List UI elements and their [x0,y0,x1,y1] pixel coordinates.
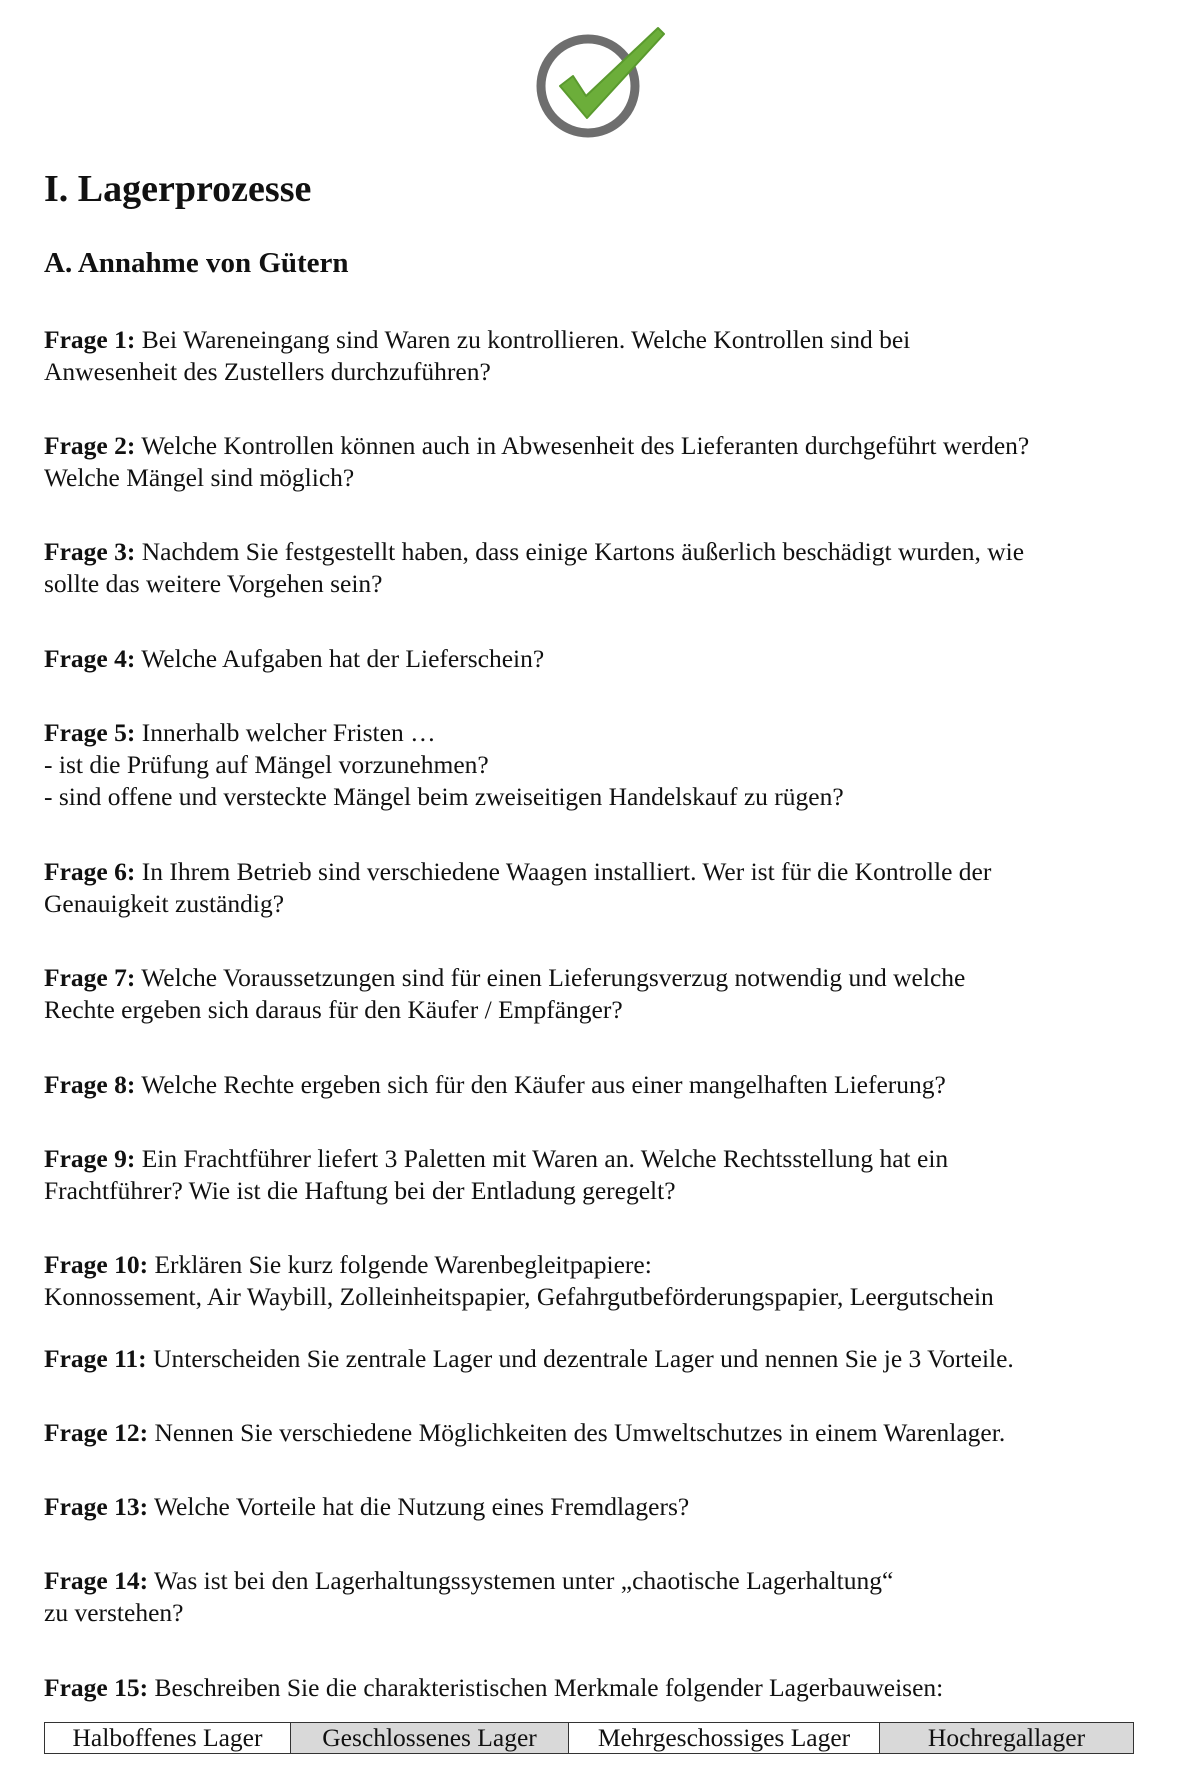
question-label: Frage 14: [44,1566,149,1595]
logo-circle [541,39,635,133]
question-text: Nachdem Sie festgestellt haben, dass einige Kartons äußerlich beschädigt wurden, wie [141,537,1025,566]
question-text: Konnossement, Air Waybill, Zolleinheitspapier, Gefahrgutbeförderungspapier, Leergutschein [44,1282,994,1311]
table-cell-geschlossenes-lager: Geschlossenes Lager [291,1723,569,1754]
question-label: Frage 2: [44,431,136,460]
table-cell-halboffenes-lager: Halboffenes Lager [45,1723,291,1754]
question-label: Frage 11: [44,1344,147,1373]
question-label: Frage 4: [44,644,136,673]
question-label: Frage 9: [44,1144,136,1173]
question-10 [44,1249,1154,1313]
question-11 [44,1343,1154,1375]
question-text: Genauigkeit zuständig? [44,889,285,918]
question-label: Frage 3: [44,537,136,566]
question-text: In Ihrem Betrieb sind verschiedene Waagen installiert. Wer ist für die Kontrolle der [141,857,992,886]
question-text: Frachtführer? Wie ist die Haftung bei der Entladung geregelt? [44,1176,676,1205]
subsection-title: A. Annahme von Gütern [44,247,349,279]
question-label: Frage 13: [44,1492,149,1521]
question-text: Welche Mängel sind möglich? [44,463,355,492]
question-1 [44,324,1154,388]
question-12 [44,1417,1154,1449]
question-3 [44,536,1154,600]
table-row [45,1723,1134,1754]
section-title: I. Lagerprozesse [44,168,312,210]
question-label: Frage 1: [44,325,136,354]
question-text: Beschreiben Sie die charakteristischen Merkmale folgender Lagerbauweisen: [154,1673,944,1702]
question-label: Frage 15: [44,1673,149,1702]
question-text: Anwesenheit des Zustellers durchzuführen? [44,357,491,386]
question-text: sollte das weitere Vorgehen sein? [44,569,383,598]
question-label: Frage 10: [44,1250,149,1279]
question-text: Innerhalb welcher Fristen … [141,718,436,747]
question-label: Frage 8: [44,1070,136,1099]
question-text: Nennen Sie verschiedene Möglichkeiten des Umweltschutzes in einem Warenlager. [154,1418,1006,1447]
question-text: Welche Vorteile hat die Nutzung eines Fremdlagers? [154,1492,690,1521]
question-text: zu verstehen? [44,1598,184,1627]
question-9 [44,1143,1154,1207]
question-15 [44,1672,1154,1704]
question-text: Rechte ergeben sich daraus für den Käufer / Empfänger? [44,995,623,1024]
question-text: Welche Rechte ergeben sich für den Käufer aus einer mangelhaften Lieferung? [141,1070,946,1099]
table-cell-hochregallager: Hochregallager [880,1723,1134,1754]
question-text: Welche Voraussetzungen sind für einen Lieferungsverzug notwendig und welche [141,963,966,992]
storage-types-table [44,1722,1134,1754]
question-6 [44,856,1154,920]
question-5 [44,717,1154,813]
question-text: Bei Wareneingang sind Waren zu kontrollieren. Welche Kontrollen sind bei [141,325,911,354]
question-label: Frage 12: [44,1418,149,1447]
table-cell-mehrgeschossiges-lager: Mehrgeschossiges Lager [569,1723,880,1754]
question-text: Ein Frachtführer liefert 3 Paletten mit Waren an. Welche Rechtsstellung hat ein [141,1144,949,1173]
question-text: - sind offene und versteckte Mängel beim zweiseitigen Handelskauf zu rügen? [44,782,844,811]
question-4 [44,643,1154,675]
question-14 [44,1565,1154,1629]
question-text: Was ist bei den Lagerhaltungssystemen unter „chaotische Lagerhaltung“ [154,1566,894,1595]
question-label: Frage 5: [44,718,136,747]
checkmark-logo-icon [530,26,670,144]
question-7 [44,962,1154,1026]
question-label: Frage 6: [44,857,136,886]
question-text: - ist die Prüfung auf Mängel vorzunehmen? [44,750,489,779]
question-text: Unterscheiden Sie zentrale Lager und dezentrale Lager und nennen Sie je 3 Vorteile. [153,1344,1014,1373]
question-2 [44,430,1154,494]
question-text: Erklären Sie kurz folgende Warenbegleitpapiere: [154,1250,652,1279]
question-text: Welche Kontrollen können auch in Abwesenheit des Lieferanten durchgeführt werden? [141,431,1030,460]
question-label: Frage 7: [44,963,136,992]
question-text: Welche Aufgaben hat der Lieferschein? [141,644,545,673]
question-13 [44,1491,1154,1523]
question-8 [44,1069,1154,1101]
